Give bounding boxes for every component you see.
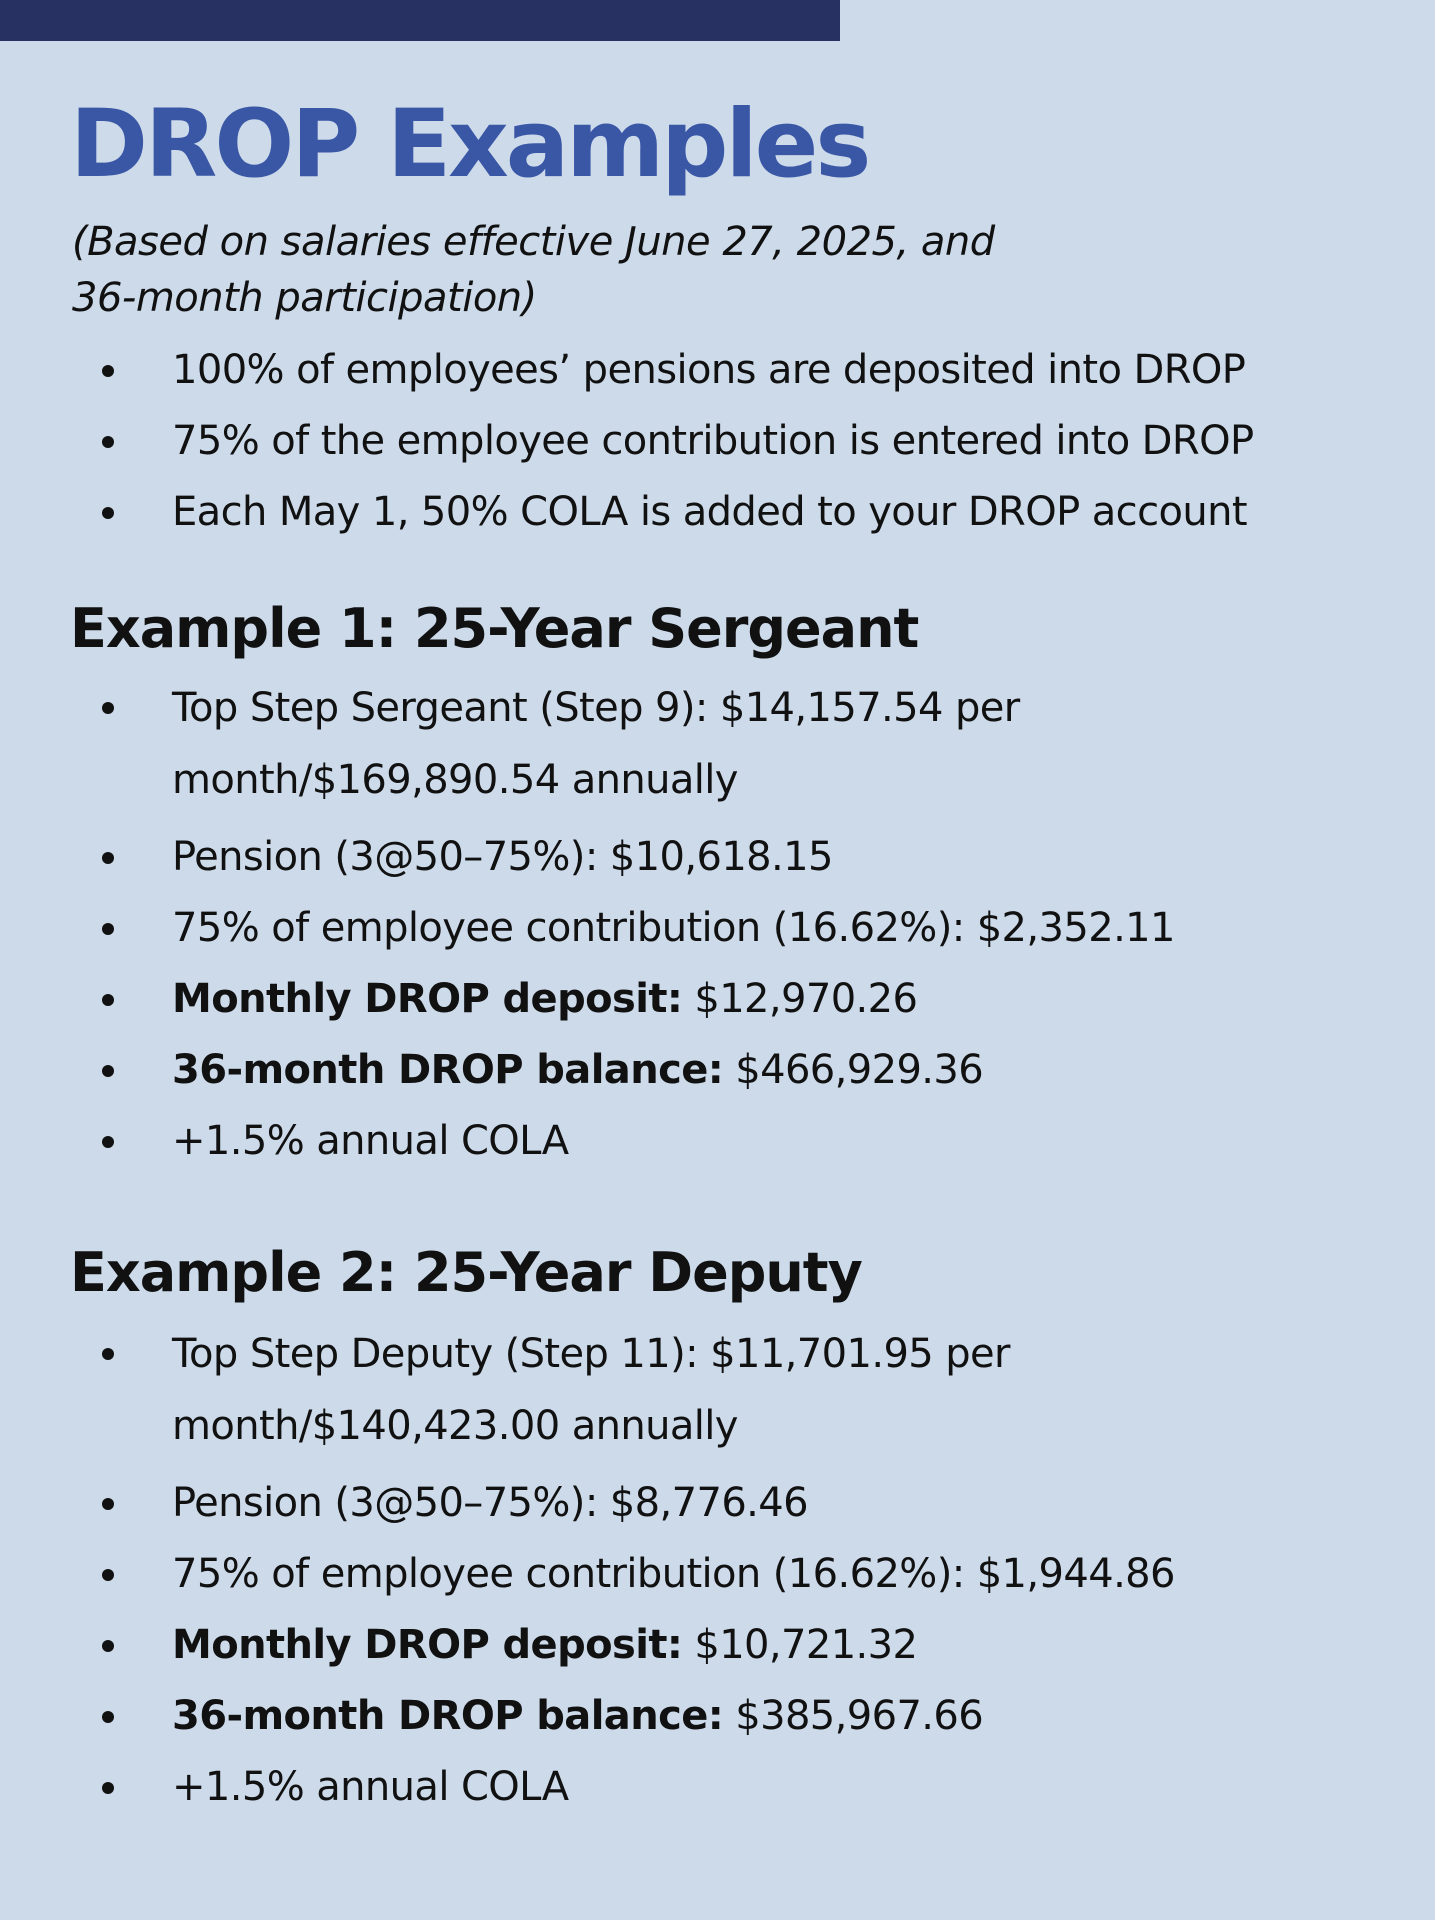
bullet-dot	[102, 994, 114, 1006]
example1-balance-label: 36-month DROP balance:	[172, 1047, 724, 1093]
example2-contribution-text: 75% of employee contribution (16.62%): $1,944.86	[172, 1551, 1175, 1597]
bullet-dot	[102, 436, 114, 448]
intro-bullet	[0, 335, 1435, 406]
example1-contribution	[0, 893, 1435, 964]
example1-contribution-text: 75% of employee contribution (16.62%): $2,352.11	[172, 905, 1175, 951]
top-accent-bar	[0, 0, 840, 41]
bullet-dot	[102, 1498, 114, 1510]
bullet-dot	[102, 507, 114, 519]
intro-bullet	[0, 477, 1435, 548]
intro-bullet-list	[0, 335, 1435, 548]
bullet-dot	[102, 923, 114, 935]
example2-balance-label: 36-month DROP balance:	[172, 1693, 724, 1739]
example1-pension	[0, 822, 1435, 893]
example1-cola	[0, 1106, 1435, 1177]
example2-balance	[0, 1681, 1435, 1752]
example2-pension-text: Pension (3@50–75%): $8,776.46	[172, 1480, 808, 1526]
example2-monthly-deposit	[0, 1610, 1435, 1681]
example2-monthly-label: Monthly DROP deposit:	[172, 1622, 683, 1668]
example1-cola-text: +1.5% annual COLA	[172, 1118, 569, 1164]
bullet-dot	[102, 1065, 114, 1077]
example2-top-step	[0, 1318, 1112, 1468]
example2-monthly-value: $10,721.32	[682, 1622, 918, 1668]
bullet-dot	[102, 1136, 114, 1148]
example2-bullet-list	[0, 1318, 1435, 1823]
intro-bullet-text: 100% of employees’ pensions are deposited into DROP	[172, 347, 1246, 393]
page-title: DROP Examples	[70, 90, 869, 199]
bullet-dot	[102, 1348, 114, 1360]
bullet-dot	[102, 1569, 114, 1581]
example1-monthly-label: Monthly DROP deposit:	[172, 976, 683, 1022]
bullet-dot	[102, 365, 114, 377]
subtitle: (Based on salaries effective June 27, 2025, and 36-month participation)	[72, 219, 995, 321]
bullet-dot	[102, 1782, 114, 1794]
example1-heading: Example 1: 25-Year Sergeant	[70, 597, 919, 660]
example2-cola-text: +1.5% annual COLA	[172, 1764, 569, 1810]
intro-bullet-text: Each May 1, 50% COLA is added to your DROP account	[172, 489, 1247, 535]
example2-heading: Example 2: 25-Year Deputy	[70, 1241, 862, 1304]
bullet-dot	[102, 702, 114, 714]
example1-balance-value: $466,929.36	[723, 1047, 984, 1093]
example1-balance	[0, 1035, 1435, 1106]
bullet-dot	[102, 1711, 114, 1723]
example1-top-step	[0, 672, 1112, 822]
intro-bullet-text: 75% of the employee contribution is entered into DROP	[172, 418, 1254, 464]
example1-bullet-list	[0, 672, 1435, 1177]
bullet-dot	[102, 852, 114, 864]
example1-top-step-text: Top Step Sergeant (Step 9): $14,157.54 per month/$169,890.54 annually	[172, 685, 1020, 803]
example1-monthly-value: $12,970.26	[682, 976, 918, 1022]
intro-bullet	[0, 406, 1435, 477]
example2-top-step-text: Top Step Deputy (Step 11): $11,701.95 per month/$140,423.00 annually	[172, 1331, 1010, 1449]
example2-pension	[0, 1468, 1435, 1539]
example2-cola	[0, 1752, 1435, 1823]
example2-balance-value: $385,967.66	[723, 1693, 984, 1739]
example1-pension-text: Pension (3@50–75%): $10,618.15	[172, 834, 833, 880]
bullet-dot	[102, 1640, 114, 1652]
example2-contribution	[0, 1539, 1435, 1610]
example1-monthly-deposit	[0, 964, 1435, 1035]
